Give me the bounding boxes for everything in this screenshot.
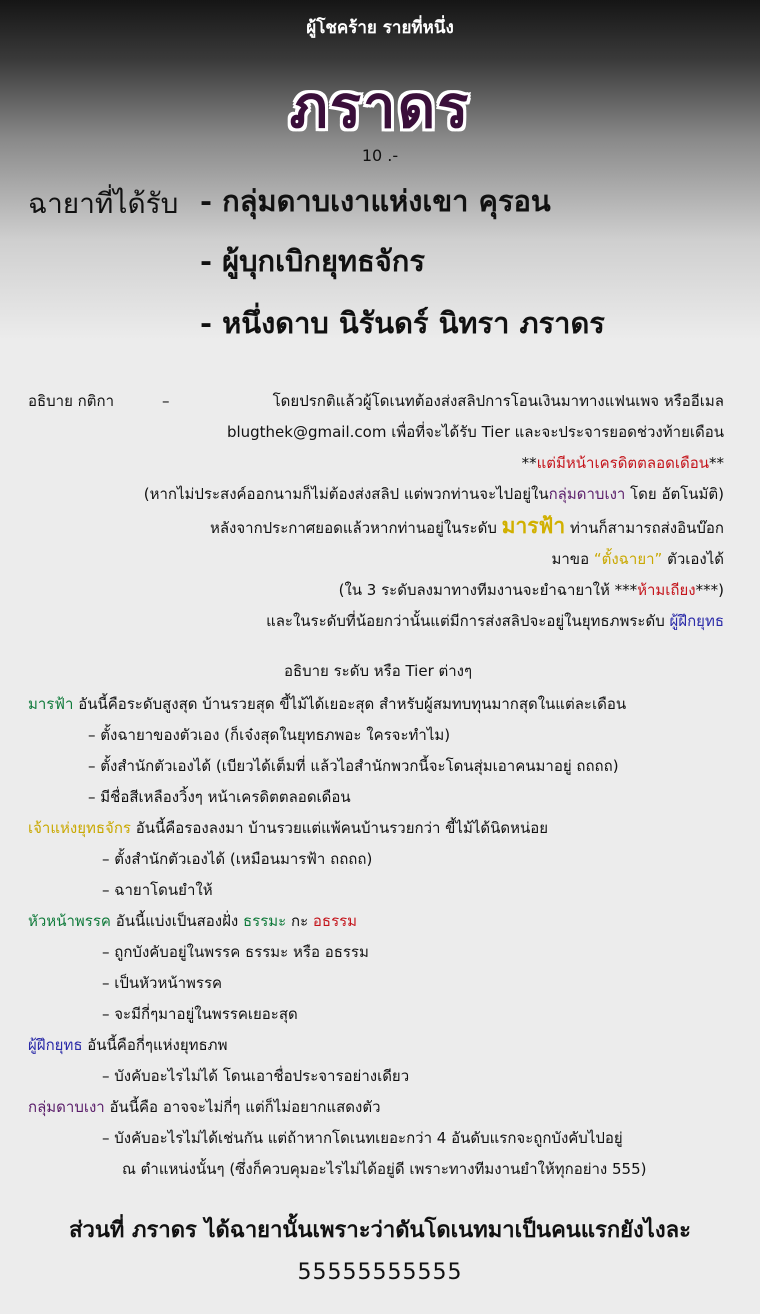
tier-perk: – บังคับอะไรไม่ได้ โดนเอาชื่อประจารอย่างเดียว: [102, 1067, 410, 1085]
donation-amount: 10 .-: [361, 146, 399, 165]
tier-perk: – ฉายาโดนยำให้: [102, 881, 213, 899]
tier-lord: เจ้าแห่งยุทธจักร อันนี้คือรองลงมา บ้านรวยแต่แพ้คนบ้านรวยกว่า ขี้ไม้ได้นิดหน่อย: [28, 819, 549, 837]
tier-perk: – มีชื่อสีเหลืองวิ้งๆ หน้าเครดิตตลอดเดือน: [88, 788, 351, 806]
tier-perk: – เป็นหัวหน้าพรรค: [102, 974, 223, 992]
rules-line: (ใน 3 ระดับลงมาทางทีมงานจะยำฉายาให้ ***ห้ามเถียง***): [338, 581, 724, 599]
footer-laugh: 55555555555: [297, 1260, 463, 1285]
tier-perk: – ตั้งฉายาของตัวเอง (ก็เจ๋งสุดในยุทธภพอะ ใครจะทำไม): [88, 726, 451, 744]
tiers-heading: อธิบาย ระดับ หรือ Tier ต่างๆ: [283, 662, 473, 680]
title-item: - ผู้บุกเบิกยุทธจักร: [200, 244, 425, 278]
rules-line: หลังจากประกาศยอดแล้วหากท่านอยู่ในระดับ มารฟ้า ท่านก็สามารถส่งอินบ๊อก: [209, 513, 724, 538]
tier-perk: – จะมีกี่ๆมาอยู่ในพรรคเยอะสุด: [102, 1005, 298, 1023]
rules-line: (หากไม่ประสงค์ออกนามก็ไม่ต้องส่งสลิป แต่พวกท่านจะไปอยู่ในกลุ่มดาบเงา โดย อัตโนมัติ): [143, 485, 724, 503]
title-item: - หนึ่งดาบ นิรันดร์ นิทรา ภราดร: [200, 306, 605, 340]
tier-perk: – ตั้งสำนักตัวเองได้ (เบียวได้เต็มที่ แล้วไอสำนักพวกนี้จะโดนสุ่มเอาคนมาอยู่ ถถถถ): [88, 757, 619, 775]
rules-line: อธิบาย กติกา – โดยปรกติแล้วผู้โดเนทต้องส่งสลิปการโอนเงินมาทางแฟนเพจ หรืออีเมล: [28, 392, 724, 410]
titles-label: ฉายาที่ได้รับ: [28, 187, 179, 220]
rules-dash: –: [162, 392, 170, 410]
tier-perk: – ถูกบังคับอยู่ในพรรค ธรรมะ หรือ อธรรม: [102, 943, 369, 961]
rules-label: อธิบาย กติกา: [28, 392, 114, 410]
title-item: - กลุ่มดาบเงาแห่งเขา คุรอน: [200, 184, 551, 218]
tier-shadow: กลุ่มดาบเงา อันนี้คือ อาจจะไม่กี่ๆ แต่ก็ไม่อยากแสดงตัว: [28, 1098, 381, 1116]
donor-name: ภราดร: [289, 73, 471, 141]
tier-perk: – ตั้งสำนักตัวเองได้ (เหมือนมารฟ้า ถถถถ): [102, 850, 373, 868]
tier-perk: ณ ตำแหน่งนั้นๆ (ซึ่งก็ควบคุมอะไรไม่ได้อยู่ดี เพราะทางทีมงานยำให้ทุกอย่าง 555): [122, 1160, 647, 1178]
rules-line: มาขอ “ตั้งฉายา” ตัวเองได้: [551, 550, 724, 568]
tier-trainee: ผู้ฝึกยุทธ อันนี้คือกี่ๆแห่งยุทธภพ: [28, 1036, 228, 1054]
rules-section: [28, 386, 724, 637]
tier-chief: หัวหน้าพรรค อันนี้แบ่งเป็นสองฝั่ง ธรรมะ กะ อธรรม: [28, 912, 358, 930]
rules-line: blugthek@gmail.com เพื่อที่จะได้รับ Tier และจะประจารยอดช่วงท้ายเดือน: [226, 423, 724, 441]
page-title: ผู้โชคร้าย รายที่หนึ่ง: [306, 18, 454, 38]
rules-line: และในระดับที่น้อยกว่านั้นแต่มีการส่งสลิปจะอยู่ในยุทธภพระดับ ผู้ฝึกยุทธ: [266, 612, 724, 630]
tier-perk: – บังคับอะไรไม่ได้เช่นกัน แต่ถ้าหากโดเนทเยอะกว่า 4 อันดับแรกจะถูกบังคับไปอยู่: [102, 1129, 623, 1147]
tier-mara: มารฟ้า อันนี้คือระดับสูงสุด บ้านรวยสุด ขี้ไม้ได้เยอะสุด สำหรับผู้สมทบทุนมากสุดในแต่ละเดือน: [28, 695, 627, 713]
footer-note: ส่วนที่ ภราดร ได้ฉายานั้นเพราะว่าดันโดเนทมาเป็นคนแรกยังไงละ: [69, 1218, 691, 1243]
tiers-section: [28, 656, 728, 1185]
rules-line: **แต่มีหน้าเครดิตตลอดเดือน**: [521, 454, 724, 472]
